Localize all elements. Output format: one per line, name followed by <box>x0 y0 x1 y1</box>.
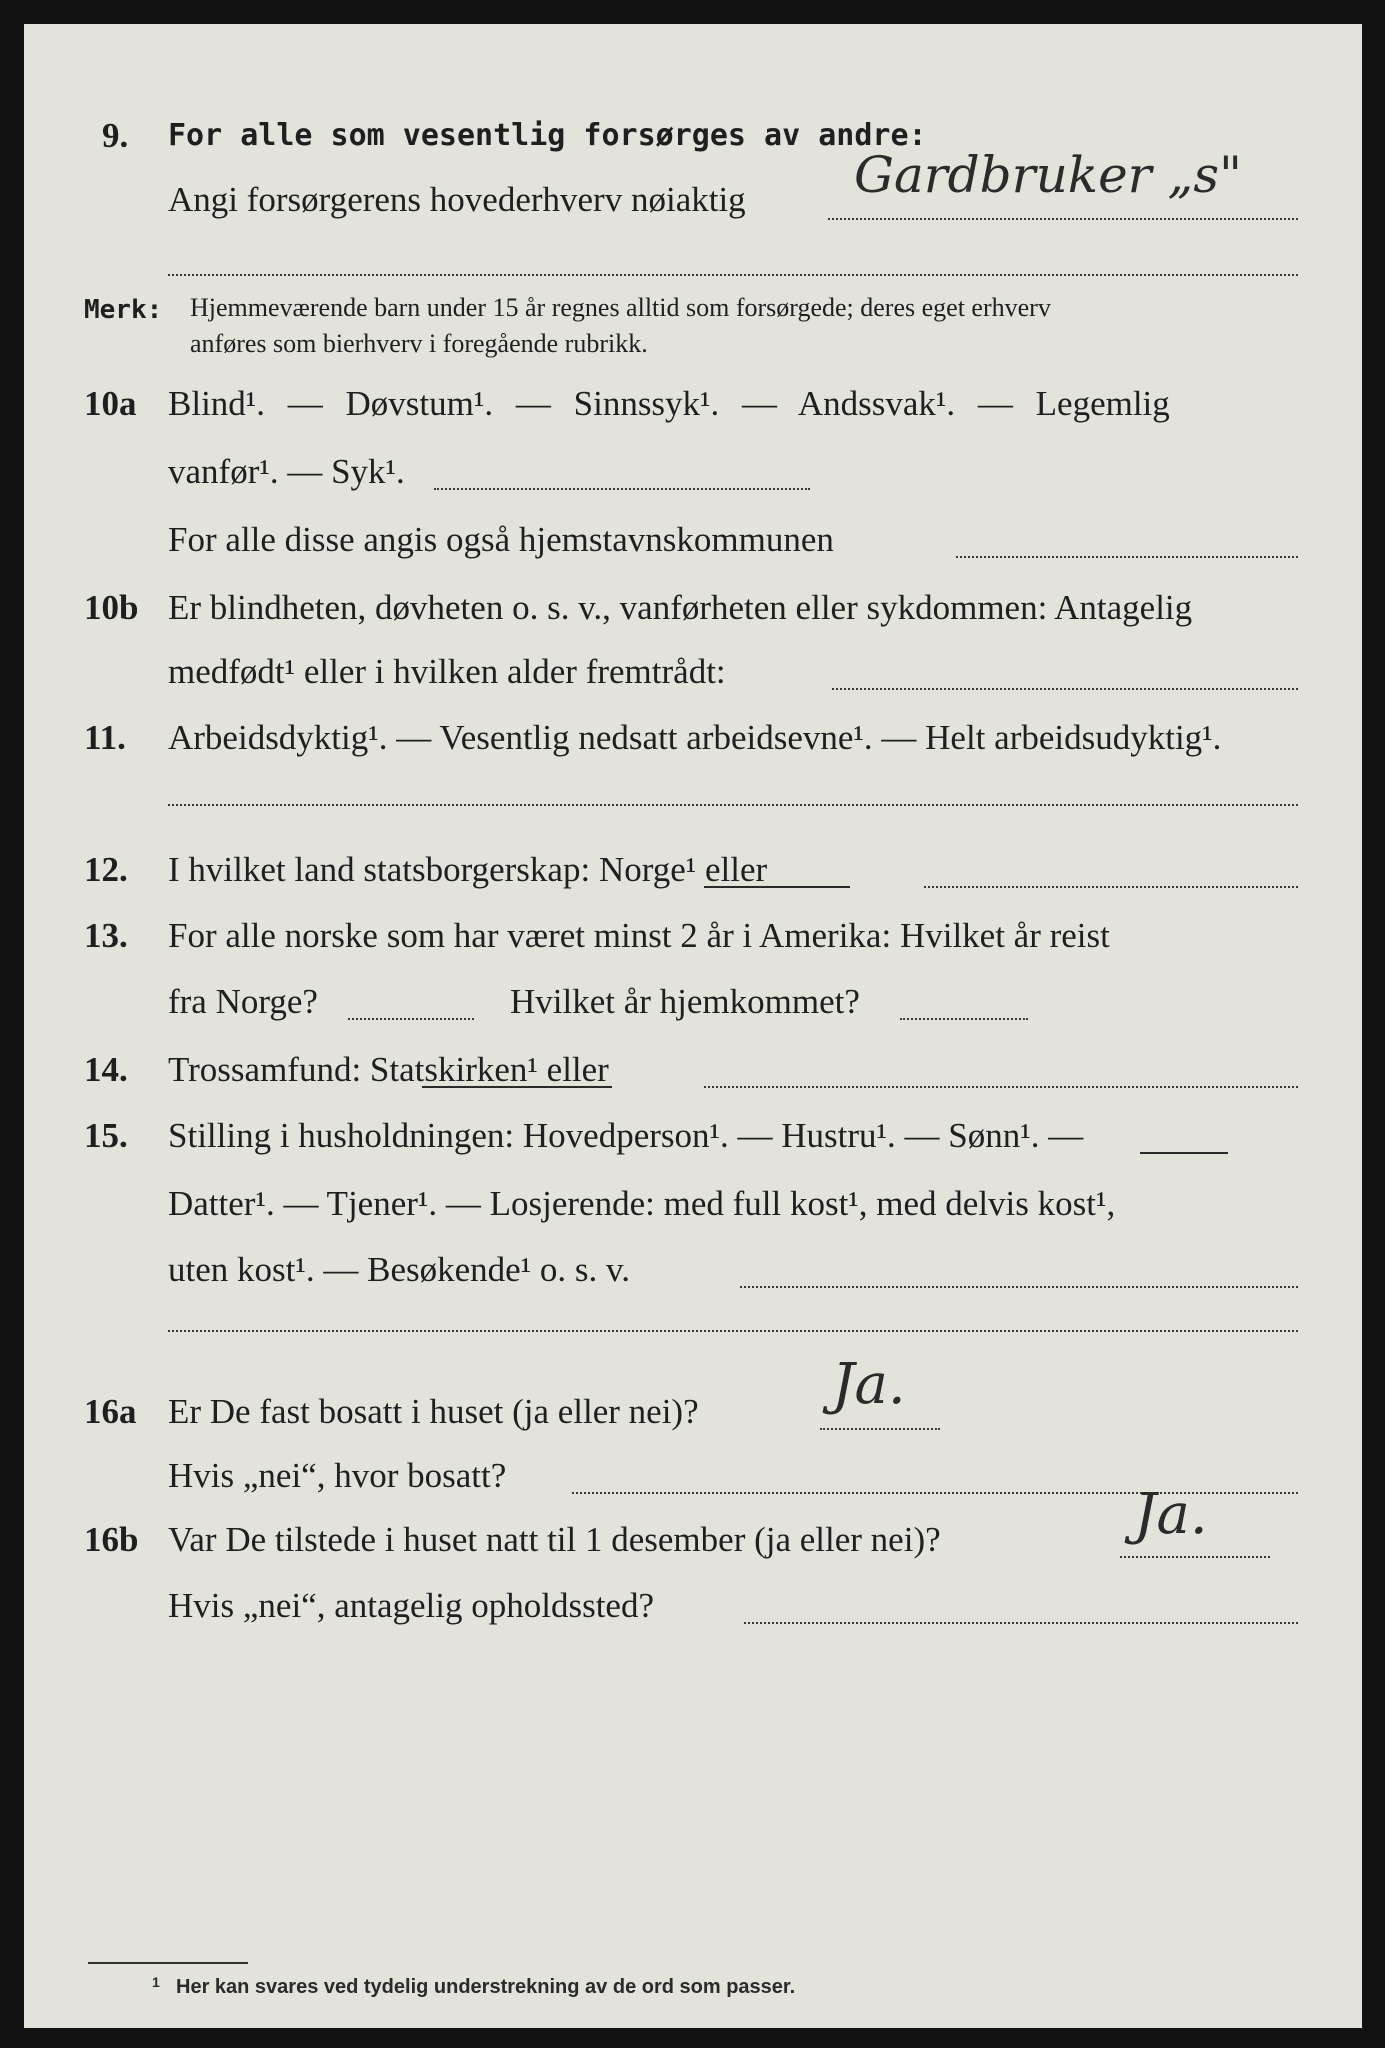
note-line-2: anføres som bierhverv i foregående rubrikk. <box>190 329 648 358</box>
q16a-handwritten-answer: Ja. <box>832 1352 906 1417</box>
q11-answer-line <box>168 804 1298 806</box>
q14-number: 14. <box>84 1050 128 1089</box>
q15-line-1: Stilling i husholdningen: Hovedperson¹. — Hustru¹. — Sønn¹. — <box>168 1116 1084 1155</box>
q15-line-2: Datter¹. — Tjener¹. — Losjerende: med full kost¹, med delvis kost¹, <box>168 1184 1116 1223</box>
q9-heading: For alle som vesentlig forsørges av andre: <box>168 118 927 153</box>
note-line-1: Hjemmeværende barn under 15 år regnes alltid som forsørgede; deres eget erhverv <box>190 293 1051 322</box>
q16a-number: 16a <box>84 1392 137 1431</box>
q16b-line-1: Var De tilstede i huset natt til 1 desember (ja eller nei)? <box>168 1520 941 1559</box>
q12-underline-marking <box>704 886 850 888</box>
q13-number: 13. <box>84 916 128 955</box>
q10a-answer-line <box>434 488 810 490</box>
q15-answer-line <box>740 1286 1298 1288</box>
q13-departure-line <box>348 1018 474 1020</box>
q13-return-line <box>900 1018 1028 1020</box>
q9-prompt: Angi forsørgerens hovederhverv nøiaktig <box>168 180 746 219</box>
q13-line-2a: fra Norge? <box>168 982 318 1021</box>
q16b-line-2: Hvis „nei“, antagelig opholdssted? <box>168 1586 654 1625</box>
q15-number: 15. <box>84 1116 128 1155</box>
q10b-line-2: medfødt¹ eller i hvilken alder fremtrådt: <box>168 652 726 691</box>
q10a-number: 10a <box>84 384 137 423</box>
q11-text: Arbeidsdyktig¹. — Vesentlig nedsatt arbeidsevne¹. — Helt arbeidsudyktig¹. <box>168 718 1222 757</box>
q14-answer-line <box>704 1086 1298 1088</box>
q16b-handwritten-answer: Ja. <box>1134 1482 1208 1547</box>
q16b-number: 16b <box>84 1520 139 1559</box>
q10a-municipality-line <box>956 556 1298 558</box>
q10b-answer-line <box>832 688 1298 690</box>
q9-number: 9. <box>102 116 129 155</box>
q12-number: 12. <box>84 850 128 889</box>
note-label: Merk: <box>84 295 163 325</box>
footnote-rule <box>88 1962 248 1964</box>
q11-number: 11. <box>84 718 126 757</box>
q9-extra-line <box>168 274 1298 276</box>
footnote-text: Her kan svares ved tydelig understrekning av de ord som passer. <box>176 1976 796 1998</box>
q10a-line-3: For alle disse angis også hjemstavnskommunen <box>168 520 834 559</box>
q16a-line-1: Er De fast bosatt i huset (ja eller nei)? <box>168 1392 699 1431</box>
q14-text: Trossamfund: Statskirken¹ eller <box>168 1050 609 1089</box>
q9-handwritten-answer: Gardbruker „s" <box>854 146 1243 204</box>
q16b-answer-line <box>1120 1556 1270 1558</box>
q14-underline-marking <box>422 1086 612 1088</box>
q16a-line-2: Hvis „nei“, hvor bosatt? <box>168 1456 507 1495</box>
q13-line-2b: Hvilket år hjemkommet? <box>510 982 860 1021</box>
q13-line-1: For alle norske som har været minst 2 år i Amerika: Hvilket år reist <box>168 916 1110 955</box>
q10b-number: 10b <box>84 588 139 627</box>
census-form-page <box>24 24 1362 2028</box>
footnote-marker: 1 <box>152 1974 160 1990</box>
q12-text: I hvilket land statsborgerskap: Norge¹ eller <box>168 850 768 889</box>
q15-line-3: uten kost¹. — Besøkende¹ o. s. v. <box>168 1250 631 1289</box>
q15-underline-marking <box>1140 1152 1228 1154</box>
q12-answer-line <box>924 886 1298 888</box>
q10a-line-2: vanfør¹. — Syk¹. <box>168 452 405 491</box>
q10b-line-1: Er blindheten, døvheten o. s. v., vanførheten eller sykdommen: Antagelig <box>168 588 1193 627</box>
q9-answer-line <box>828 218 1298 220</box>
q16a-answer-line <box>820 1428 940 1430</box>
q10a-line-1: Blind¹. — Døvstum¹. — Sinnssyk¹. — Andssvak¹. — Legemlig <box>168 384 1170 423</box>
q16b-stay-line <box>744 1622 1298 1624</box>
q15-extra-line <box>168 1330 1298 1332</box>
